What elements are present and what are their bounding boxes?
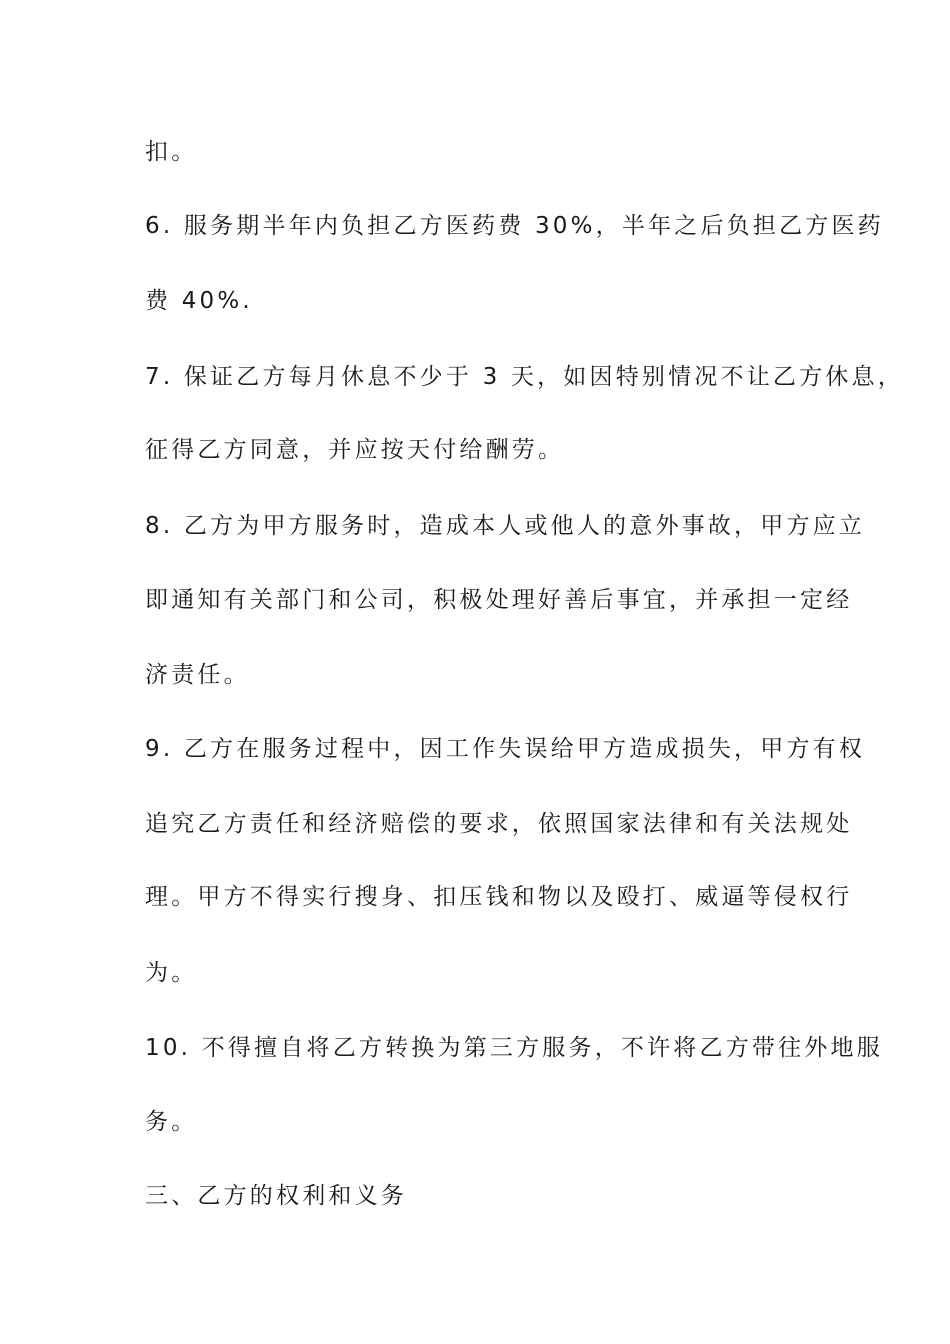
clause-7-line-1: 7. 保证乙方每月休息不少于 3 天，如因特别情况不让乙方休息，	[145, 364, 904, 390]
clause-6-line-1: 6. 服务期半年内负担乙方医药费 30%，半年之后负担乙方医药	[145, 213, 884, 239]
clause-6-line-2: 费 40%.	[145, 288, 253, 314]
clause-10-line-2: 务。	[145, 1109, 198, 1135]
clause-9-line-2: 追究乙方责任和经济赔偿的要求，依照国家法律和有关法规处	[145, 811, 853, 837]
section-heading-3: 三、乙方的权利和义务	[145, 1183, 407, 1209]
clause-9-line-4: 为。	[145, 960, 198, 986]
clause-9-line-1: 9. 乙方在服务过程中，因工作失误给甲方造成损失，甲方有权	[145, 736, 866, 762]
text-line-continuation: 扣。	[145, 139, 198, 165]
clause-7-line-2: 征得乙方同意，并应按天付给酬劳。	[145, 437, 565, 463]
clause-8-line-3: 济责任。	[145, 662, 250, 688]
clause-9-line-3: 理。甲方不得实行搜身、扣压钱和物以及殴打、威逼等侵权行	[145, 884, 853, 910]
clause-8-line-2: 即通知有关部门和公司，积极处理好善后事宜，并承担一定经	[145, 587, 853, 613]
clause-10-line-1: 10. 不得擅自将乙方转换为第三方服务，不许将乙方带往外地服	[145, 1035, 883, 1061]
clause-8-line-1: 8. 乙方为甲方服务时，造成本人或他人的意外事故，甲方应立	[145, 513, 866, 539]
